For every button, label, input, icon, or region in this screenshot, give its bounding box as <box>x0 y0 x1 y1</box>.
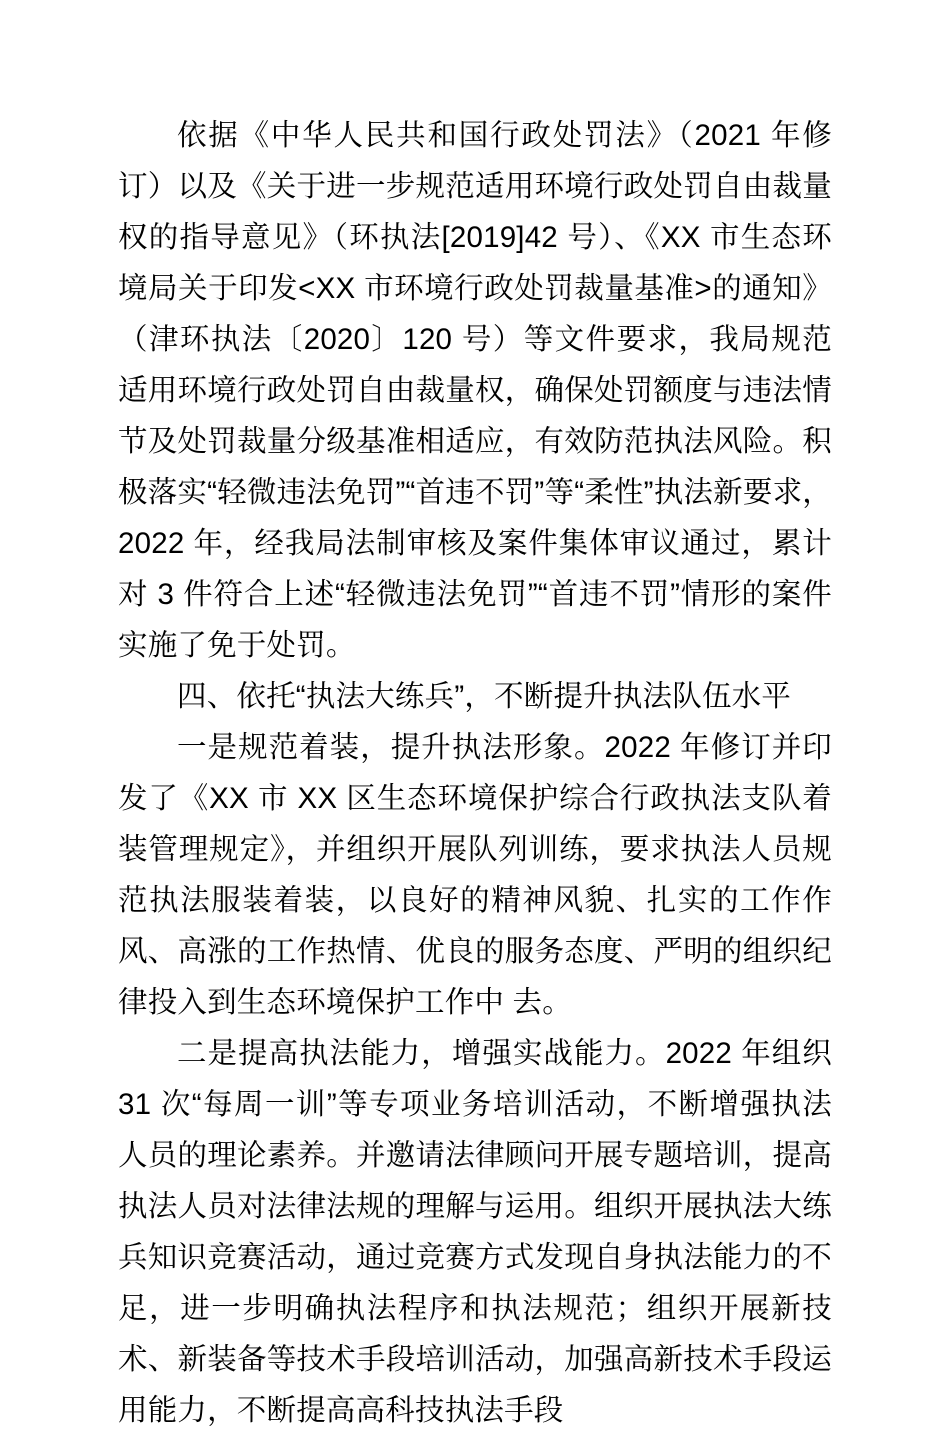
section-heading-four: 四、依托“执法大练兵”，不断提升执法队伍水平 <box>177 680 792 713</box>
paragraph-capability-improvement: 二是提高执法能力，增强实战能力。2022 年组织 31 次“每周一训”等专项业务培训活动，不断增强执法人员的理论素养。并邀请法律顾问开展专题培训，提高执法人员对法律法规的理解与运用。组织开展执法大练兵知识竞赛活动，通过竞赛方式发现自身执法能力的不足，进一步明确执法程序和执法规范；组织开展新技术、新装备等技术手段培训活动，加强高新技术手段运用能力，不断提高高科技执法手段 <box>118 1037 832 1427</box>
document-body <box>118 110 832 1436</box>
paragraph-uniform-standardization: 一是规范着装，提升执法形象。2022 年修订并印发了《XX 市 XX 区生态环境保护综合行政执法支队着装管理规定》，并组织开展队列训练，要求执法人员规范执法服装着装，以良好的精神风貌、扎实的工作作风、高涨的工作热情、优良的服务态度、严明的组织纪律投入到生态环境保护工作中 去。 <box>118 731 832 1019</box>
paragraph-regulation-basis: 依据《中华人民共和国行政处罚法》（2021 年修订）以及《关于进一步规范适用环境行政处罚自由裁量权的指导意见》（环执法[2019]42 号）、《XX 市生态环境局关于印发<XX 市环境行政处罚裁量基准>的通知》（津环执法〔2020〕120 号）等文件要求，我局规范适用环境行政处罚自由裁量权，确保处罚额度与违法情节及处罚裁量分级基准相适应，有效防范执法风险。积极落实“轻微违法免罚”“首违不罚”等“柔性”执法新要求，2022 年，经我局法制审核及案件集体审议通过，累计对 3 件符合上述“轻微违法免罚”“首违不罚”情形的案件实施了免于处罚。 <box>118 119 832 662</box>
